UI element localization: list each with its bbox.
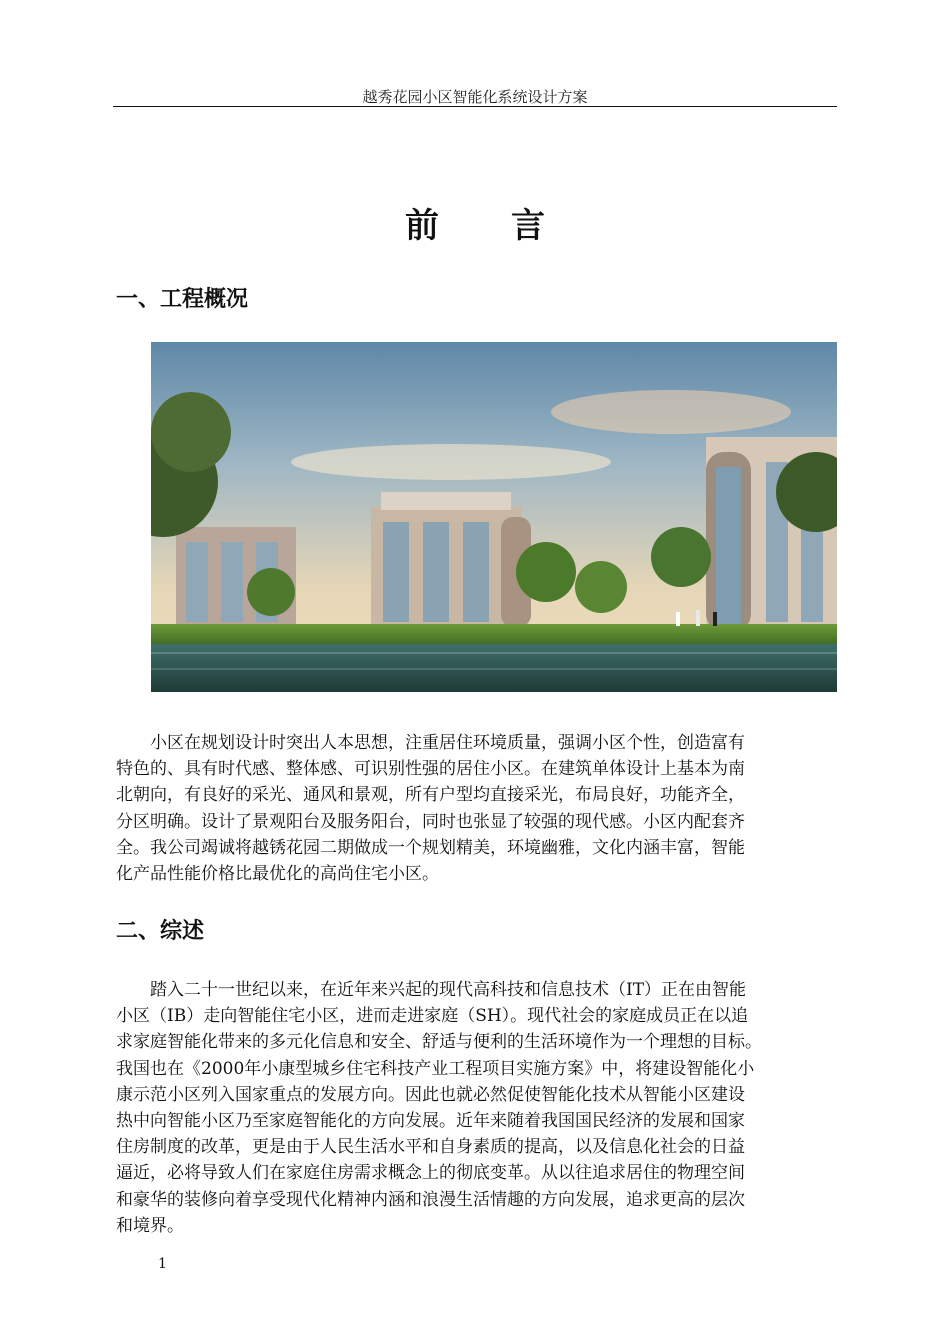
- section-heading-overview: 一、工程概况: [116, 287, 249, 312]
- header-rule: [113, 106, 837, 107]
- text-line: 求家庭智能化带来的多元化信息和安全、舒适与便利的生活环境作为一个理想的目标。: [116, 1032, 762, 1053]
- text-line: 全。我公司竭诚将越锈花园二期做成一个规划精美，环境幽雅，文化内涵丰富，智能: [116, 837, 745, 858]
- text-line: 踏入二十一世纪以来，在近年来兴起的现代高科技和信息技术（IT）正在由智能: [150, 980, 747, 1000]
- text-line: 化产品性能价格比最优化的高尚住宅小区。: [116, 864, 439, 885]
- residential-rendering-image: [151, 342, 837, 692]
- text-line: 我国也在《2000年小康型城乡住宅科技产业工程项目实施方案》中，将建设智能化小: [116, 1058, 755, 1079]
- text-line: 和豪华的装修向着享受现代化精神内涵和浪漫生活情趣的方向发展，追求更高的层次: [116, 1189, 745, 1210]
- text-line: 康示范小区列入国家重点的发展方向。因此也就必然促使智能化技术从智能小区建设: [116, 1084, 745, 1105]
- page-number: 1: [158, 1256, 167, 1272]
- text-line: 北朝向，有良好的采光、通风和景观，所有户型均直接采光，布局良好，功能齐全，: [116, 785, 745, 806]
- text-line: 特色的、具有时代感、整体感、可识别性强的居住小区。在建筑单体设计上基本为南: [116, 759, 745, 780]
- text-line: 小区在规划设计时突出人本思想，注重居住环境质量，强调小区个性，创造富有: [150, 733, 745, 753]
- text-line: 和境界。: [116, 1215, 184, 1236]
- document-title: 前言: [405, 206, 617, 246]
- text-line: 逼近，必将导致人们在家庭住房需求概念上的彻底变革。从以往追求居住的物理空间: [116, 1163, 745, 1184]
- text-line: 小区（IB）走向智能住宅小区，进而走进家庭（SH）。现代社会的家庭成员正在以追: [116, 1006, 749, 1027]
- paragraph-summary: [116, 977, 840, 1239]
- text-line: 住房制度的改革，更是由于人民生活水平和自身素质的提高，以及信息化社会的日益: [116, 1137, 745, 1158]
- text-line: 分区明确。设计了景观阳台及服务阳台，同时也张显了较强的现代感。小区内配套齐: [116, 811, 745, 832]
- paragraph-overview: [116, 730, 840, 887]
- section-heading-summary: 二、综述: [116, 919, 205, 944]
- running-header: 越秀花园小区智能化系统设计方案: [362, 88, 588, 106]
- text-line: 热中向智能小区乃至家庭智能化的方向发展。近年来随着我国国民经济的发展和国家: [116, 1111, 745, 1132]
